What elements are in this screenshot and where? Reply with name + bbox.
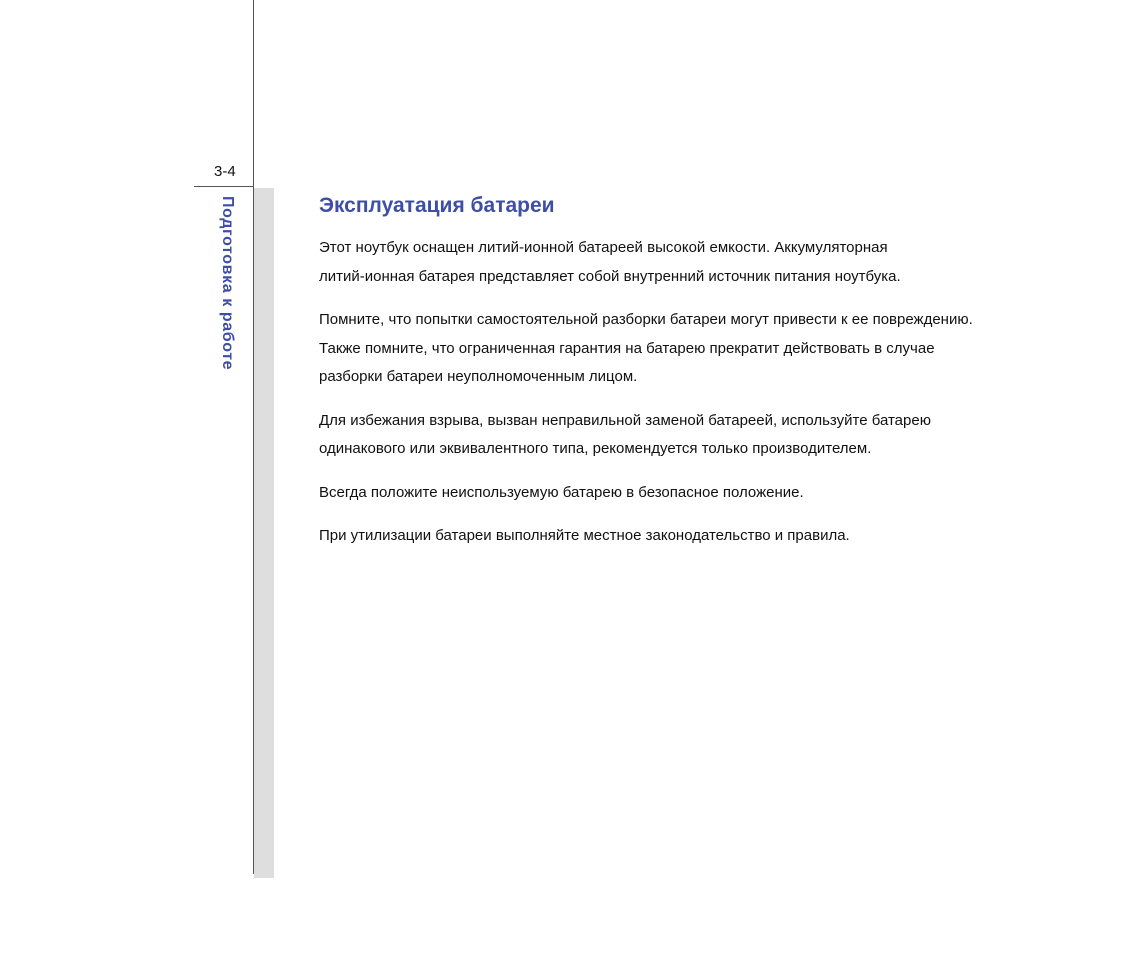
text-line: одинакового или эквивалентного типа, рекомендуется только производителем.	[319, 440, 872, 457]
text-line: Для избежания взрыва, вызван неправильной заменой батареей, используйте батарею	[319, 411, 931, 429]
paragraph-safe-storage	[319, 479, 1089, 508]
chapter-tab-label: Подготовка к работе	[219, 196, 236, 371]
section-title: Эксплуатация батареи	[319, 194, 555, 217]
paragraph-replacement-warning	[319, 407, 1089, 464]
text-line: Также помните, что ограниченная гарантия на батарею прекратит действовать в случае	[319, 339, 935, 357]
text-line: Этот ноутбук оснащен литий-ионной батареей высокой емкости. Аккумуляторная	[319, 239, 888, 256]
text-line: Всегда положите неиспользуемую батарею в безопасное положение.	[319, 483, 804, 501]
text-line: При утилизации батареи выполняйте местное законодательство и правила.	[319, 527, 850, 544]
text-line: литий-ионная батарея представляет собой внутренний источник питания ноутбука.	[319, 267, 901, 285]
text-line: Помните, что попытки самостоятельной разборки батареи могут привести к ее повреждению.	[319, 311, 973, 328]
paragraph-disassembly-warning	[319, 306, 1089, 392]
sidebar-gray-band	[254, 188, 274, 878]
paragraph-disposal	[319, 522, 1089, 551]
page-number: 3-4	[214, 163, 236, 180]
text-line: разборки батареи неуполномоченным лицом.	[319, 368, 638, 385]
page-number-rule	[194, 186, 254, 187]
main-content	[319, 190, 1089, 566]
paragraph-battery-intro	[319, 234, 1089, 291]
